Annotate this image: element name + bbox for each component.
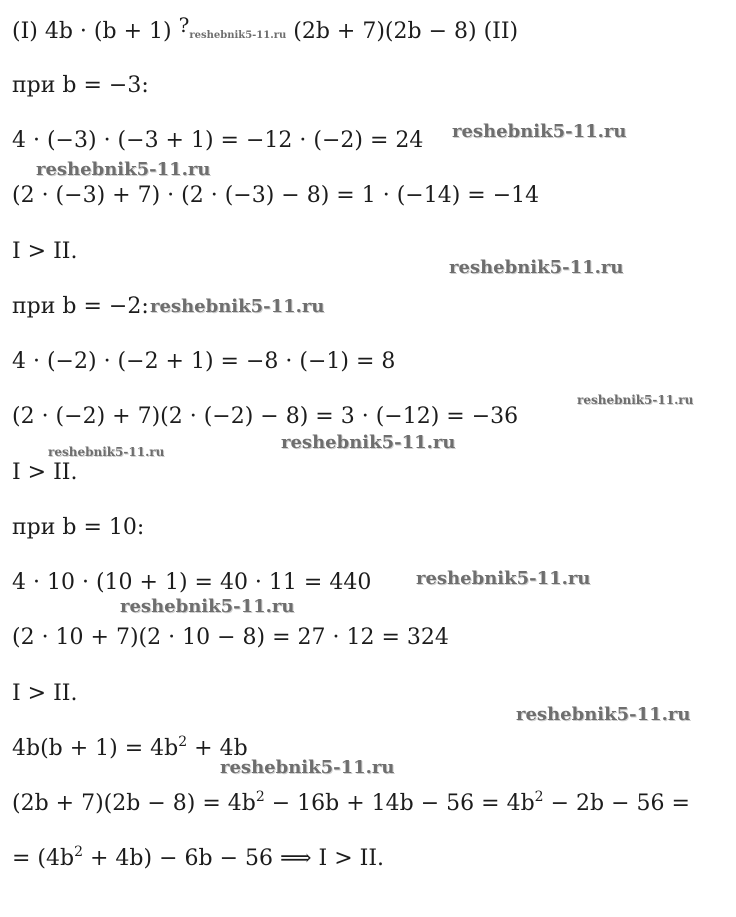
expansion-ii	[12, 791, 690, 817]
watermark: reshebnik5-11.ru	[449, 257, 624, 278]
watermark: reshebnik5-11.ru	[516, 704, 691, 725]
expansion-ii-tail: − 2b − 56 =	[543, 791, 690, 816]
exponent: 2	[74, 844, 84, 860]
exponent: 2	[255, 789, 265, 805]
watermark: reshebnik5-11.ru	[577, 393, 694, 407]
watermark: reshebnik5-11.ru	[120, 596, 295, 617]
case2-label: при b = −2:	[12, 294, 149, 319]
case1-result: I > II.	[12, 239, 78, 264]
question-mark: ?	[178, 13, 190, 37]
expansion-i	[12, 736, 248, 762]
expansion-i-tail: + 4b	[187, 736, 248, 761]
expression-i: (I) 4b · (b + 1)	[12, 19, 179, 44]
expansion-ii-text: (2b + 7)(2b − 8) = 4b	[12, 791, 256, 816]
watermark: reshebnik5-11.ru	[452, 121, 627, 142]
exponent: 2	[534, 789, 544, 805]
conclusion-tail: + 4b) − 6b − 56 ⟹ I > II.	[83, 846, 385, 871]
exponent: 2	[178, 734, 188, 750]
case2-result: I > II.	[12, 460, 78, 485]
case1-expression-i: 4 · (−3) · (−3 + 1) = −12 · (−2) = 24	[12, 128, 424, 153]
case3-label: при b = 10:	[12, 515, 145, 540]
case3-expression-i: 4 · 10 · (10 + 1) = 40 · 11 = 440	[12, 570, 372, 595]
conclusion	[12, 846, 384, 872]
watermark: reshebnik5-11.ru	[416, 568, 591, 589]
conclusion-text: = (4b	[12, 846, 75, 871]
watermark: reshebnik5-11.ru	[36, 159, 211, 180]
watermark: reshebnik5-11.ru	[281, 432, 456, 453]
case2-expression-ii: (2 · (−2) + 7)(2 · (−2) − 8) = 3 · (−12) = −36	[12, 404, 519, 429]
expression-ii: (2b + 7)(2b − 8) (II)	[286, 19, 519, 44]
case2-expression-i: 4 · (−2) · (−2 + 1) = −8 · (−1) = 8	[12, 349, 396, 374]
case1-label: при b = −3:	[12, 73, 149, 98]
watermark: reshebnik5-11.ru	[48, 445, 165, 459]
watermark: reshebnik5-11.ru	[150, 296, 325, 317]
case3-result: I > II.	[12, 681, 78, 706]
case3-expression-ii: (2 · 10 + 7)(2 · 10 − 8) = 27 · 12 = 324	[12, 625, 449, 650]
comparison-header	[12, 13, 519, 49]
header-watermark: reshebnik5-11.ru	[189, 30, 287, 41]
case1-expression-ii: (2 · (−3) + 7) · (2 · (−3) − 8) = 1 · (−14) = −14	[12, 183, 540, 208]
watermark: reshebnik5-11.ru	[220, 757, 395, 778]
expansion-i-text: 4b(b + 1) = 4b	[12, 736, 179, 761]
expansion-ii-middle: − 16b + 14b − 56 = 4b	[264, 791, 535, 816]
comparison-sign	[178, 13, 287, 44]
